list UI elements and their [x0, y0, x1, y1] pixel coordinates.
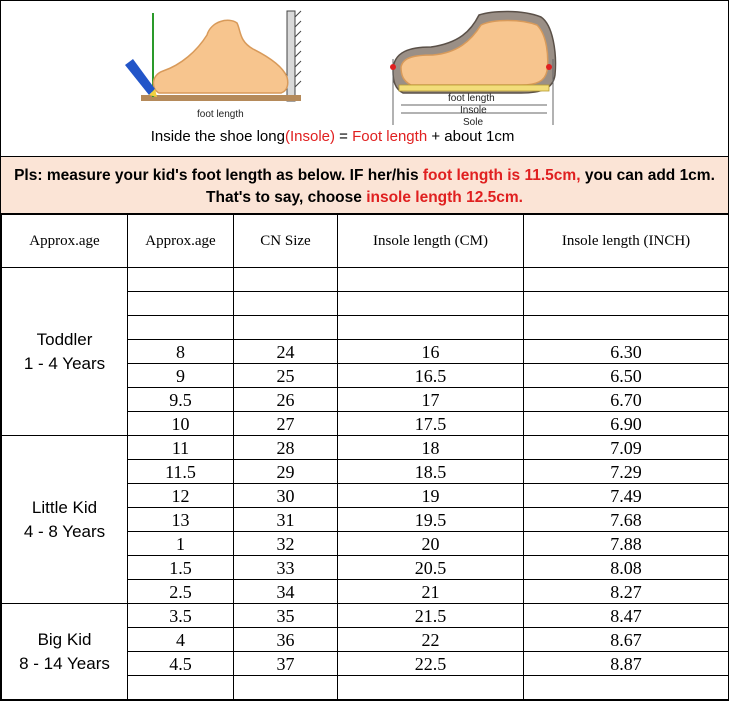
- age-group-little-kid: [2, 436, 128, 604]
- insole-cm-cell: 19.5: [338, 508, 524, 532]
- header-approx-age: Approx.age: [128, 215, 234, 268]
- age-cell: 9.5: [128, 388, 234, 412]
- cn-size-cell: 25: [234, 364, 338, 388]
- insole-inch-cell: 8.27: [524, 580, 729, 604]
- insole-inch-cell: 7.09: [524, 436, 729, 460]
- table-header-row: [2, 215, 729, 268]
- table-row: [2, 604, 729, 628]
- insole-cm-cell: 18: [338, 436, 524, 460]
- age-cell: 11.5: [128, 460, 234, 484]
- caption-insole: (Insole): [284, 128, 335, 145]
- age-cell: 1: [128, 532, 234, 556]
- foot-length-label-right: foot length: [448, 93, 495, 104]
- insole-cm-cell: 21.5: [338, 604, 524, 628]
- insole-inch-cell: 8.67: [524, 628, 729, 652]
- caption-equals: =: [335, 128, 353, 145]
- age-cell: 9: [128, 364, 234, 388]
- cn-size-cell: 26: [234, 388, 338, 412]
- cn-size-cell: 29: [234, 460, 338, 484]
- cn-size-cell: 28: [234, 436, 338, 460]
- cn-size-cell: 33: [234, 556, 338, 580]
- age-cell: 4: [128, 628, 234, 652]
- instruction-part-3: you can add 1cm. That's to say, choose: [206, 167, 715, 206]
- insole-cm-cell: 17: [338, 388, 524, 412]
- cn-size-cell: 34: [234, 580, 338, 604]
- insole-cm-cell: 19: [338, 484, 524, 508]
- foot-length-label-left: foot length: [197, 109, 244, 120]
- insole-inch-cell: 8.47: [524, 604, 729, 628]
- shoe-insole-diagram: [390, 12, 555, 129]
- group-range: 8 - 14 Years: [19, 653, 110, 673]
- group-title: Little Kid: [31, 497, 98, 517]
- header-cn-size: CN Size: [234, 215, 338, 268]
- insole-inch-cell: 8.87: [524, 652, 729, 676]
- instruction-text: [1, 157, 728, 209]
- measurement-caption: [1, 128, 664, 145]
- insole-cm-cell: 16: [338, 340, 524, 364]
- insole-inch-cell: 6.90: [524, 412, 729, 436]
- header-insole-inch: Insole length (INCH): [524, 215, 729, 268]
- cn-size-cell: 27: [234, 412, 338, 436]
- caption-suffix: + about 1cm: [427, 128, 515, 145]
- instruction-insole-length: insole length 12.5cm.: [366, 189, 523, 206]
- instruction-part-1: Pls: measure your kid's foot length as below. IF her/his: [14, 167, 423, 184]
- insole-cm-cell: 21: [338, 580, 524, 604]
- age-cell: 12: [128, 484, 234, 508]
- table-row: [2, 268, 729, 292]
- measurement-instruction-banner: [1, 156, 728, 214]
- insole-inch-cell: 6.30: [524, 340, 729, 364]
- header-insole-cm: Insole length (CM): [338, 215, 524, 268]
- insole-inch-cell: 7.68: [524, 508, 729, 532]
- cn-size-cell: 31: [234, 508, 338, 532]
- insole-cm-cell: 20: [338, 532, 524, 556]
- insole-cm-cell: 22.5: [338, 652, 524, 676]
- size-table: [1, 214, 729, 700]
- group-title: Toddler: [36, 329, 93, 349]
- age-cell: 10: [128, 412, 234, 436]
- instruction-foot-length: foot length is 11.5cm,: [422, 167, 581, 184]
- insole-cm-cell: 16.5: [338, 364, 524, 388]
- insole-cm-cell: 17.5: [338, 412, 524, 436]
- header-approx-age-group: Approx.age: [2, 215, 128, 268]
- caption-foot-length: Foot length: [352, 128, 428, 145]
- age-cell: 4.5: [128, 652, 234, 676]
- insole-cm-cell: 18.5: [338, 460, 524, 484]
- group-range: 1 - 4 Years: [23, 353, 106, 373]
- foot-measure-diagram: [125, 11, 301, 120]
- age-cell: 8: [128, 340, 234, 364]
- group-title: Big Kid: [37, 629, 92, 649]
- insole-cm-cell: 20.5: [338, 556, 524, 580]
- age-cell: 1.5: [128, 556, 234, 580]
- age-group-toddler: [2, 268, 128, 436]
- cn-size-cell: 24: [234, 340, 338, 364]
- age-cell: 3.5: [128, 604, 234, 628]
- insole-inch-cell: 6.70: [524, 388, 729, 412]
- measurement-illustration: [1, 1, 728, 155]
- cn-size-cell: 35: [234, 604, 338, 628]
- age-group-big-kid: [2, 604, 128, 700]
- insole-inch-cell: 7.88: [524, 532, 729, 556]
- table-row: [2, 436, 729, 460]
- insole-inch-cell: 7.29: [524, 460, 729, 484]
- group-range: 4 - 8 Years: [23, 521, 106, 541]
- cn-size-cell: 30: [234, 484, 338, 508]
- insole-inch-cell: 8.08: [524, 556, 729, 580]
- cn-size-cell: 32: [234, 532, 338, 556]
- caption-prefix: Inside the shoe long: [150, 128, 285, 145]
- age-cell: 2.5: [128, 580, 234, 604]
- insole-label: Insole: [460, 105, 487, 116]
- insole-inch-cell: 7.49: [524, 484, 729, 508]
- cn-size-cell: 36: [234, 628, 338, 652]
- age-cell: 11: [128, 436, 234, 460]
- cn-size-cell: 37: [234, 652, 338, 676]
- age-cell: 13: [128, 508, 234, 532]
- insole-cm-cell: 22: [338, 628, 524, 652]
- sole-label: Sole: [463, 117, 484, 128]
- insole-inch-cell: 6.50: [524, 364, 729, 388]
